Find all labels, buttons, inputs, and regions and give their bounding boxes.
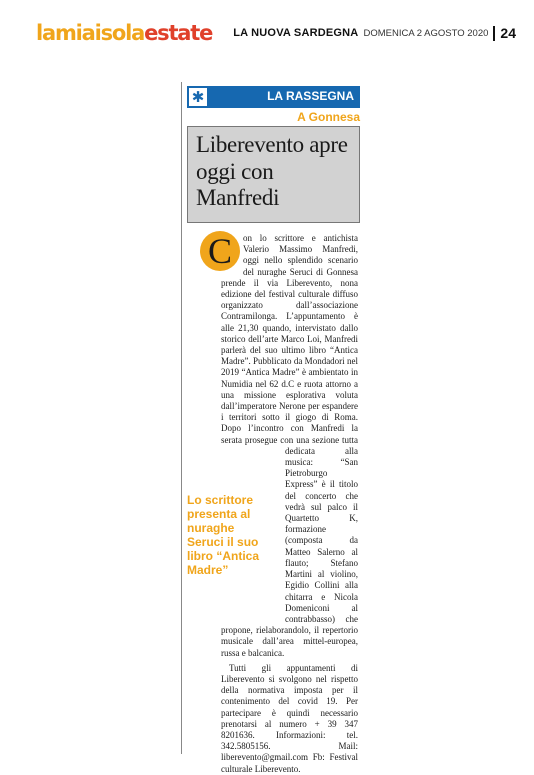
- brand-logo[interactable]: [36, 18, 212, 48]
- column-rule: [181, 82, 182, 754]
- header-info: [233, 25, 516, 41]
- section-bar: [187, 86, 360, 108]
- article-paragraph: Tutti gli appuntamenti di Liberevento si svolgono nel rispetto della normativa imposta per il contenimento del covid 19. Per partecipare è quindi necessario prenotarsi al numero + 39 347 8201636. Informazioni: tel. 342.5805156. Mail: liberevento@gmail.com Fb: Festival culturale Liberevento.: [221, 662, 358, 774]
- headline-box: [187, 126, 360, 223]
- asterisk-icon: ✱: [189, 88, 207, 106]
- pull-quote: Lo scrittore presenta al nuraghe Seruci il suo libro “Antica Madre”: [187, 493, 260, 577]
- drop-cap: C: [200, 231, 240, 271]
- section-label: LA RASSEGNA: [267, 89, 354, 103]
- paper-name: LA NUOVA SARDEGNA: [233, 27, 359, 39]
- issue-date: DOMENICA 2 AGOSTO 2020: [363, 27, 489, 39]
- article-headline: Liberevento apre oggi con Manfredi: [196, 132, 348, 210]
- paragraph-text: on lo scrittore e antichista Valerio Massimo Manfredi, oggi nello splendido scenario del nuraghe Seruci di Gonnesa prende il via Liberevento, nona edizione del festival culturale diffuso organizzato dall’associazione Contramilonga. L’appuntamento è alle 21,30 quando, intervistato dallo storico dell’arte Marco Loi, Manfredi parlerà del suo ultimo libro “Antica Madre”. Pubblicato da Mondadori nel 2019 “Antica Madre” è ambientato in Numidia nel 62 d.C e ruota attorno a una missione esplorativa voluta dall’imperatore Nerone per espandere i territori sotto il giogo di Roma. Dopo l’incontro con Manfredi la serata prosegue con una sezione tutta dedicata alla musica: “San Pietroburgo Express” è il titolo del concerto che vedrà sul palco il Quartetto K, formazione (composta da Matteo Salerno al flauto; Stefano Martini al violino, Egidio Collini alla chitarra e Nicola Domeniconi al contrabbasso) che propone, rielaborandolo, il repertorio musicale dall’area mittel-europea, russa e balcanica.: [221, 233, 358, 658]
- brand-part1: lamiaisola: [36, 21, 145, 45]
- article-paragraph: [207, 231, 358, 659]
- article-kicker: A Gonnesa: [297, 110, 360, 124]
- brand-part2: estate: [144, 21, 213, 45]
- page-number: 24: [500, 25, 516, 41]
- header-divider: [493, 26, 495, 41]
- masthead: [36, 18, 516, 48]
